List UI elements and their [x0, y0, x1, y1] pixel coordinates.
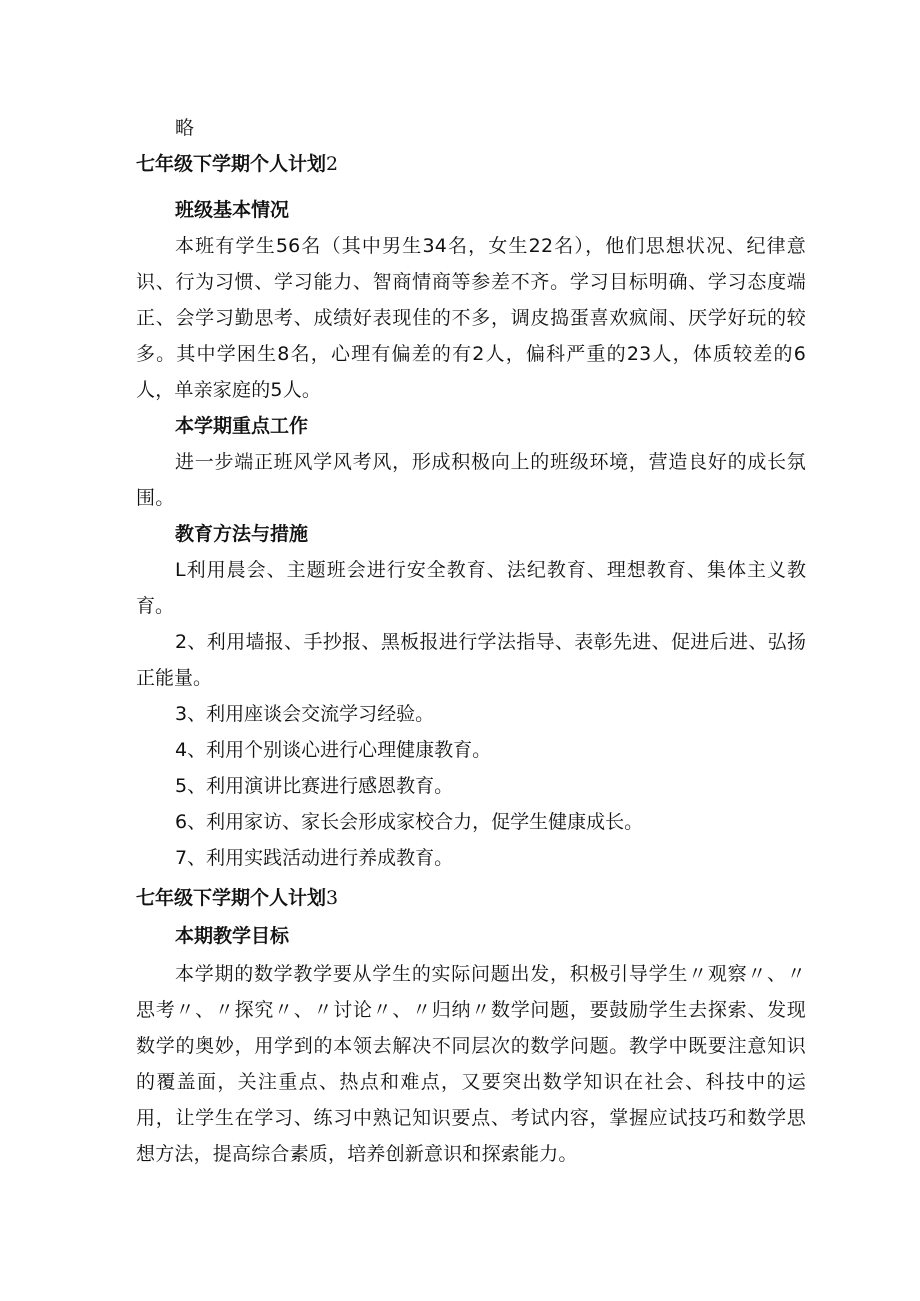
measure-item-3: 3、利用座谈会交流学习经验。	[175, 703, 435, 725]
plan3-title	[136, 880, 806, 916]
plan2-title	[136, 146, 806, 182]
plan2-section3-heading: 教育方法与措施	[175, 523, 309, 545]
plan2-section1-heading: 班级基本情况	[175, 199, 290, 221]
plan3-title-number: 3	[326, 887, 339, 909]
intro-text: 略	[175, 117, 195, 139]
measure-item-5: 5、利用演讲比赛进行感恩教育。	[175, 775, 454, 797]
measure-item-4: 4、利用个别谈心进行心理健康教育。	[175, 739, 492, 761]
measure-item-6: 6、利用家访、家长会形成家校合力，促学生健康成长。	[175, 811, 644, 833]
plan3-title-text: 七年级下学期个人计划	[136, 887, 327, 909]
plan2-section2-heading: 本学期重点工作	[175, 415, 309, 437]
plan2-section1-body: 本班有学生56名（其中男生34名，女生22名），他们思想状况、纪律意识、行为习惯、学习能力、智商情商等参差不齐。学习目标明确、学习态度端正、会学习勤思考、成绩好表现佳的不多，调皮捣蛋喜欢疯闹、厌学好玩的较多。其中学困生8名，心理有偏差的有2人，偏科严重的23人，体质较差的6人，单亲家庭的5人。	[136, 235, 806, 401]
measure-item-7: 7、利用实践活动进行养成教育。	[175, 847, 454, 869]
measure-item-1: L利用晨会、主题班会进行安全教育、法纪教育、理想教育、集体主义教育。	[136, 559, 806, 617]
plan2-section2-body: 进一步端正班风学风考风，形成积极向上的班级环境，营造良好的成长氛围。	[136, 451, 806, 509]
plan2-title-number: 2	[326, 153, 339, 175]
plan3-section1-heading: 本期教学目标	[175, 925, 290, 947]
plan3-section1-body: 本学期的数学教学要从学生的实际问题出发，积极引导学生〃观察〃、〃思考〃、〃探究〃、〃讨论〃、〃归纳〃数学问题，要鼓励学生去探索、发现数学的奥妙，用学到的本领去解决不同层次的数学问题。教学中既要注意知识的覆盖面，关注重点、热点和难点，又要突出数学知识在社会、科技中的运用，让学生在学习、练习中熟记知识要点、考试内容，掌握应试技巧和数学思想方法，提高综合素质，培养创新意识和探索能力。	[136, 963, 806, 1165]
plan2-title-text: 七年级下学期个人计划	[136, 153, 327, 175]
measure-item-2: 2、利用墙报、手抄报、黑板报进行学法指导、表彰先进、促进后进、弘扬正能量。	[136, 631, 806, 689]
